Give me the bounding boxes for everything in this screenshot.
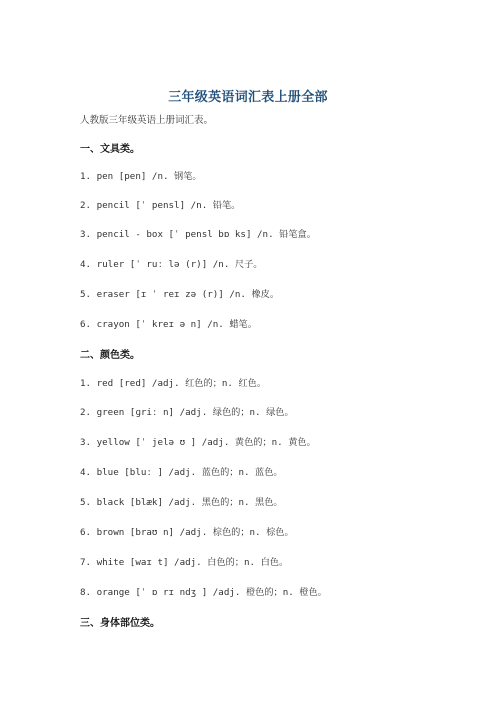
list-item: 2. green [ɡriː n] /adj. 绿色的；n. 绿色。 [80, 407, 294, 418]
list-item: 3. yellow [ˈ jelə ʊ ] /adj. 黄色的；n. 黄色。 [80, 437, 316, 448]
list-item: 3. pencil - box [ˈ pensl bɒ ks] /n. 铅笔盒。 [80, 229, 316, 240]
section-heading-stationery: 一、文具类。 [80, 144, 140, 155]
list-item: 1. pen [pen] /n. 钢笔。 [80, 171, 202, 182]
document-subtitle: 人教版三年级英语上册词汇表。 [80, 115, 214, 126]
list-item: 6. brown [braʊ n] /adj. 棕色的；n. 棕色。 [80, 527, 294, 538]
list-item: 4. blue [bluː ] /adj. 蓝色的；n. 蓝色。 [80, 467, 283, 478]
list-item: 2. pencil [ˈ pensl] /n. 铅笔。 [80, 200, 241, 211]
document-title: 三年级英语词汇表上册全部 [168, 90, 328, 105]
list-item: 6. crayon [ˈ kreɪ ə n] /n. 蜡笔。 [80, 319, 257, 330]
list-item: 7. white [waɪ t] /adj. 白色的；n. 白色。 [80, 557, 289, 568]
list-item: 5. eraser [ɪ ˈ reɪ zə (r)] /n. 橡皮。 [80, 289, 280, 300]
list-item: 5. black [blæk] /adj. 黑色的；n. 黑色。 [80, 497, 283, 508]
list-item: 1. red [red] /adj. 红色的；n. 红色。 [80, 378, 267, 389]
list-item: 8. orange [ˈ ɒ rɪ ndʒ ] /adj. 橙色的；n. 橙色。 [80, 587, 327, 598]
section-heading-body-parts: 三、身体部位类。 [80, 618, 160, 629]
list-item: 4. ruler [ˈ ruː lə (r)] /n. 尺子。 [80, 259, 263, 270]
section-heading-colors: 二、颜色类。 [80, 350, 140, 361]
